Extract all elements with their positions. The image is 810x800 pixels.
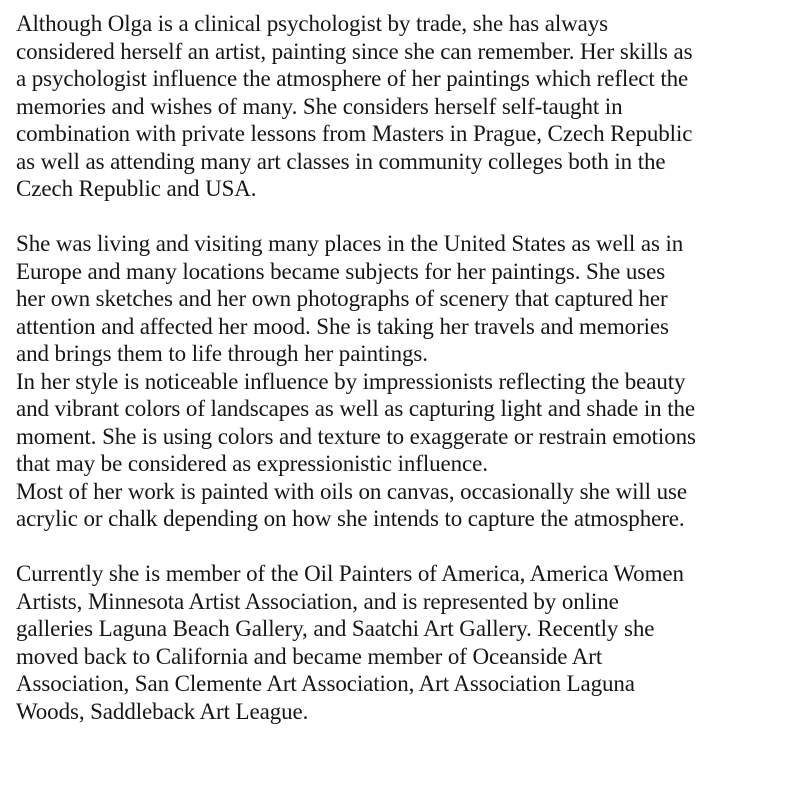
text-line: that may be considered as expressionistic influence. (16, 451, 488, 476)
text-line: and vibrant colors of landscapes as well as capturing light and shade in the (16, 396, 696, 421)
text-line: moved back to California and became member of Oceanside Art (16, 643, 603, 669)
text-line: Artists, Minnesota Artist Association, and is represented by online (16, 588, 619, 614)
paragraph-medium (16, 478, 802, 533)
text-line: Czech Republic and USA. (16, 176, 257, 201)
text-line: a psychologist influence the atmosphere of her paintings which reflect the (16, 66, 689, 91)
document-page (16, 10, 802, 725)
text-line: her own sketches and her own photographs of scenery that captured her (16, 286, 668, 311)
paragraph-travels (16, 230, 802, 368)
text-line: Europe and many locations became subjects for her paintings. She uses (16, 258, 666, 284)
text-line: Woods, Saddleback Art League. (16, 698, 309, 724)
text-line: as well as attending many art classes in community colleges both in the (16, 148, 666, 174)
text-line: Association, San Clemente Art Association, Art Association Laguna (16, 671, 635, 696)
text-line: In her style is noticeable influence by impressionists reflecting the beauty (16, 368, 686, 394)
text-line: Currently she is member of the Oil Painters of America, America Women (16, 561, 684, 586)
paragraph-background (16, 10, 802, 203)
text-line: combination with private lessons from Masters in Prague, Czech Republic (16, 121, 693, 146)
text-line: galleries Laguna Beach Gallery, and Saatchi Art Gallery. Recently she (16, 616, 655, 641)
text-line: She was living and visiting many places in the United States as well as in (16, 231, 684, 256)
text-line: Although Olga is a clinical psychologist by trade, she has always (16, 11, 609, 36)
text-line: moment. She is using colors and texture to exaggerate or restrain emotions (16, 423, 696, 449)
text-line: attention and affected her mood. She is taking her travels and memories (16, 313, 669, 339)
text-line: memories and wishes of many. She considers herself self-taught in (16, 93, 623, 119)
paragraph-spacer (16, 533, 802, 561)
paragraph-memberships (16, 560, 802, 725)
text-line: considered herself an artist, painting since she can remember. Her skills as (16, 38, 693, 64)
text-line: and brings them to life through her paintings. (16, 341, 428, 366)
text-line: Most of her work is painted with oils on canvas, occasionally she will use (16, 478, 687, 504)
paragraph-spacer (16, 203, 802, 231)
text-line: acrylic or chalk depending on how she intends to capture the atmosphere. (16, 506, 685, 531)
paragraph-style (16, 368, 802, 478)
